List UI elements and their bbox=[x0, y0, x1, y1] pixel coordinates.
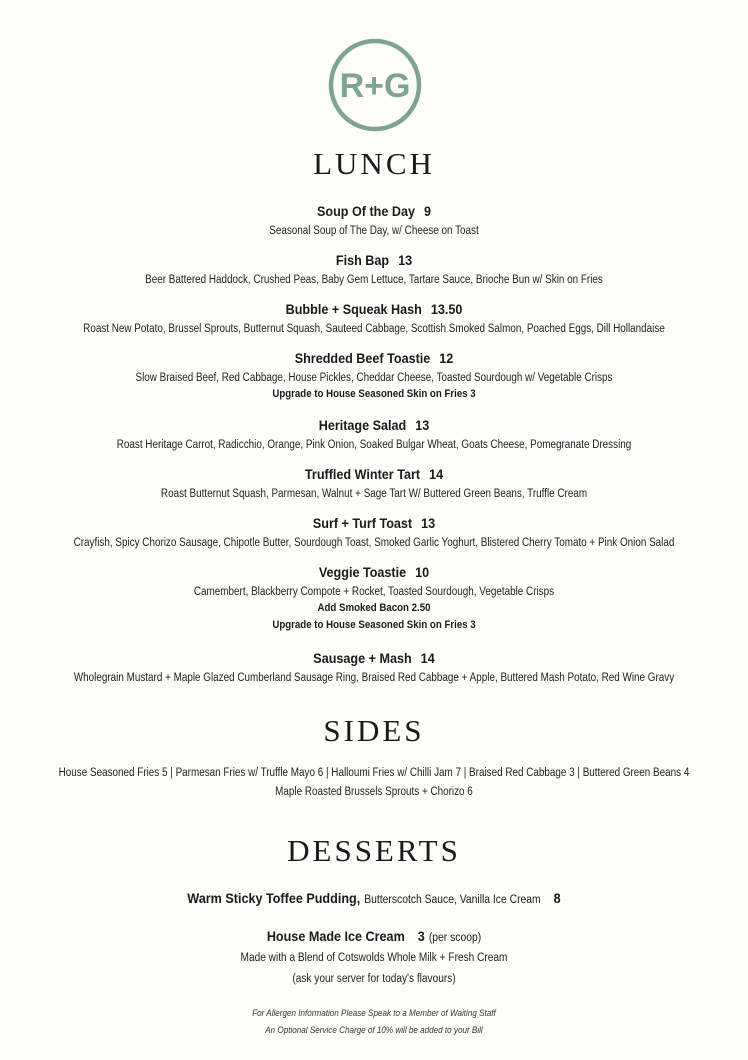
menu-item-price: 13 bbox=[398, 252, 413, 268]
menu-item-description: Roast Heritage Carrot, Radicchio, Orange, Pink Onion, Soaked Bulgar Wheat, Goats Cheese, Pomegranate Dressing bbox=[116, 439, 632, 451]
menu-item-price: 10 bbox=[415, 564, 430, 580]
menu-item-name: Veggie Toastie bbox=[318, 564, 407, 580]
menu-item bbox=[0, 465, 748, 502]
menu-item-heading bbox=[37, 349, 710, 367]
menu-item-name: Soup Of the Day bbox=[316, 203, 415, 219]
ice-cream-line-1: Made with a Blend of Cotswolds Whole Milk + Fresh Cream bbox=[240, 952, 508, 964]
dessert-pudding-price: 8 bbox=[553, 890, 561, 906]
menu-item bbox=[0, 349, 748, 403]
menu-item bbox=[0, 514, 748, 551]
sides-line-2: Maple Roasted Brussels Sprouts + Chorizo 6 bbox=[275, 786, 473, 798]
menu-item-name: Truffled Winter Tart bbox=[304, 466, 421, 482]
menu-item-description: Camembert, Blackberry Compote + Rocket, Toasted Sourdough, Vegetable Crisps bbox=[193, 586, 555, 598]
service-charge-note: An Optional Service Charge of 10% will be added to your Bill bbox=[265, 1025, 483, 1035]
menu-item-heading bbox=[37, 416, 710, 434]
menu-item-price: 12 bbox=[439, 350, 454, 366]
menu-item-name: Fish Bap bbox=[335, 252, 390, 268]
menu-item-name: Heritage Salad bbox=[318, 417, 407, 433]
menu-item-price: 14 bbox=[420, 650, 435, 666]
menu-item-price: 13.50 bbox=[430, 301, 463, 317]
menu-item-heading bbox=[37, 251, 710, 269]
menu-item-name: Bubble + Squeak Hash bbox=[285, 301, 422, 317]
menu-item-extra: Add Smoked Bacon 2.50 bbox=[317, 602, 431, 614]
logo-badge bbox=[327, 37, 423, 133]
menu-item bbox=[0, 251, 748, 288]
menu-item-description: Beer Battered Haddock, Crushed Peas, Baby Gem Lettuce, Tartare Sauce, Brioche Bun w/ Skin on Fries bbox=[145, 274, 603, 286]
menu-item bbox=[0, 649, 748, 686]
menu-item-heading bbox=[37, 514, 710, 532]
menu-item-description: Crayfish, Spicy Chorizo Sausage, Chipotle Butter, Sourdough Toast, Smoked Garlic Yoghurt, Blistered Cherry Tomato + Pink Onion Salad bbox=[73, 537, 675, 549]
dessert-ice-cream-name: House Made Ice Cream bbox=[266, 928, 405, 944]
menu-item-price: 13 bbox=[421, 515, 436, 531]
logo-text: R+G bbox=[339, 67, 411, 105]
menu-item-name: Surf + Turf Toast bbox=[312, 515, 413, 531]
menu-item-extra: Upgrade to House Seasoned Skin on Fries 3 bbox=[272, 388, 476, 400]
allergen-note: For Allergen Information Please Speak to a Member of Waiting Staff bbox=[252, 1008, 496, 1018]
menu-item-price: 14 bbox=[429, 466, 444, 482]
ice-cream-line-2: (ask your server for today's flavours) bbox=[292, 973, 456, 985]
menu-item bbox=[0, 416, 748, 453]
menu-item-description: Seasonal Soup of The Day, w/ Cheese on Toast bbox=[269, 225, 479, 237]
dessert-pudding-desc: Butterscotch Sauce, Vanilla Ice Cream bbox=[364, 894, 541, 906]
menu-item-heading bbox=[37, 202, 710, 220]
menu-item-extra: Upgrade to House Seasoned Skin on Fries 3 bbox=[272, 619, 476, 631]
menu-item-description: Slow Braised Beef, Red Cabbage, House Pickles, Cheddar Cheese, Toasted Sourdough w/ Vegetable Crisps bbox=[135, 372, 613, 384]
menu-item-description: Roast New Potato, Brussel Sprouts, Butternut Squash, Sauteed Cabbage, Scottish Smoked Salmon, Poached Eggs, Dill Hollandaise bbox=[83, 323, 665, 335]
lunch-title: LUNCH bbox=[313, 146, 435, 181]
menu-item bbox=[0, 563, 748, 634]
menu-item bbox=[0, 300, 748, 337]
menu-item-name: Sausage + Mash bbox=[313, 650, 412, 666]
dessert-ice-cream-note: (per scoop) bbox=[428, 932, 482, 944]
menu-item-description: Roast Butternut Squash, Parmesan, Walnut + Sage Tart W/ Buttered Green Beans, Truffle Cream bbox=[160, 488, 588, 500]
menu-item-heading bbox=[37, 300, 710, 318]
menu-item-heading bbox=[37, 563, 710, 581]
sides-line-1: House Seasoned Fries 5 | Parmesan Fries w/ Truffle Mayo 6 | Halloumi Fries w/ Chilli Jam 7 | Braised Red Cabbage 3 | Buttered Green Beans 4 bbox=[58, 767, 690, 779]
menu-item-description: Wholegrain Mustard + Maple Glazed Cumberland Sausage Ring, Braised Red Cabbage + Apple, Buttered Mash Potato, Red Wine Gravy bbox=[73, 672, 675, 684]
menu-item bbox=[0, 202, 748, 239]
menu-item-name: Shredded Beef Toastie bbox=[294, 350, 431, 366]
menu-item-heading bbox=[37, 649, 710, 667]
dessert-ice-cream bbox=[37, 928, 710, 946]
desserts-title: DESSERTS bbox=[287, 833, 461, 868]
sides-title: SIDES bbox=[323, 713, 425, 748]
logo-icon bbox=[327, 37, 423, 133]
menu-item-price: 13 bbox=[415, 417, 430, 433]
menu-item-price: 9 bbox=[423, 203, 432, 219]
dessert-pudding bbox=[37, 890, 710, 908]
dessert-pudding-name: Warm Sticky Toffee Pudding, bbox=[187, 890, 361, 906]
dessert-ice-cream-price: 3 bbox=[417, 928, 425, 944]
menu-item-heading bbox=[37, 465, 710, 483]
